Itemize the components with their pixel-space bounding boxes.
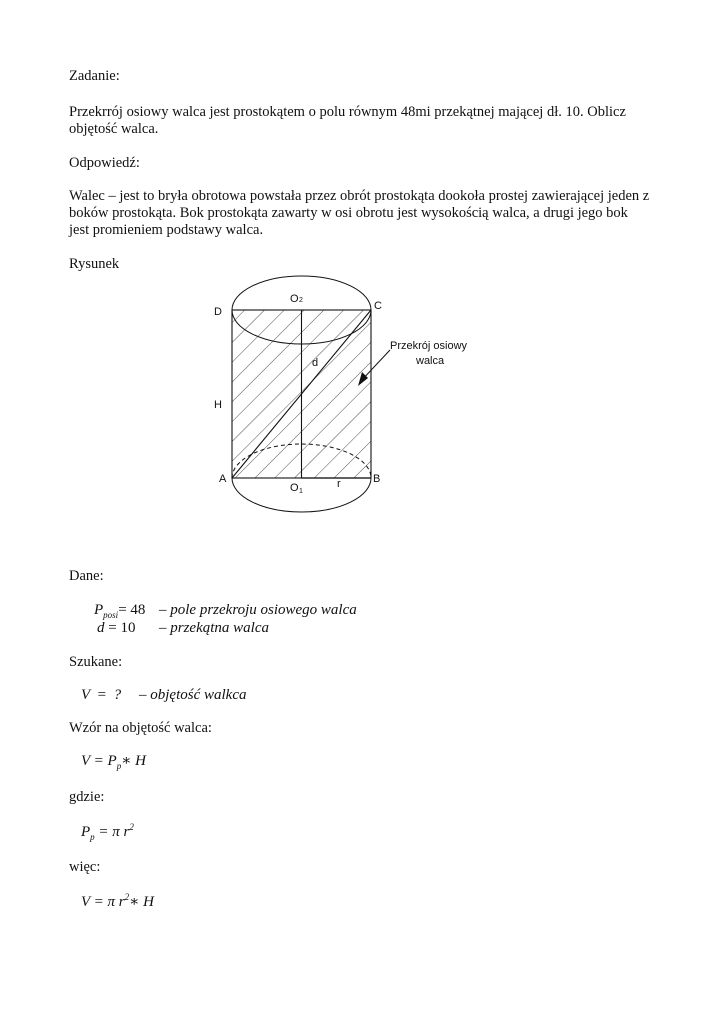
figure-heading: Rysunek	[69, 256, 120, 272]
bottom-ellipse-front	[232, 478, 371, 512]
given-area-description: – pole przekroju osiowego walca	[159, 602, 357, 618]
label-O1-sub: 1	[299, 488, 303, 495]
label-d: d	[312, 357, 319, 369]
label-O2: O	[290, 293, 299, 305]
task-text-line-1: Przekrrój osiowy walca jest prostokątem o polu równym 48mi przekątnej mającej dł. 10. Oblicz	[69, 104, 626, 120]
volume-formula: $V = P_p∗$ H	[81, 753, 146, 771]
base-area-formula: $P_p = \pi$ $r^2$	[81, 822, 134, 842]
callout-label-line-1: Przekrój osiowy	[390, 340, 468, 352]
label-B: B	[373, 473, 381, 485]
task-text-line-2: objętość walca.	[69, 121, 159, 137]
given-formula-diagonal: d = 10	[97, 620, 136, 636]
given-heading: Dane:	[69, 568, 104, 584]
answer-heading: Odpowiedź:	[69, 155, 140, 171]
callout-label-line-2: walca	[416, 355, 445, 367]
label-D: D	[214, 306, 222, 318]
label-H: H	[214, 399, 222, 411]
sought-formula: V = ?	[81, 687, 122, 703]
given-diagonal-description: – przekątna walca	[159, 620, 269, 636]
where-label: gdzie:	[69, 789, 105, 805]
label-O2-sub: 2	[299, 297, 303, 304]
sought-heading: Szukane:	[69, 654, 123, 670]
formula-heading: Wzór na objętość walca:	[69, 720, 212, 736]
answer-text-line-3: jest promieniem podstawy walca.	[69, 222, 264, 238]
top-ellipse-back	[232, 276, 371, 310]
task-heading: Zadanie:	[69, 68, 120, 84]
answer-text-line-1: Walec – jest to bryła obrotowa powstała przez obrót prostokąta dookoła prostej zawierającej jeden z	[69, 188, 650, 204]
final-volume-formula: V = π $r^2∗$ H	[81, 892, 154, 910]
label-r: r	[337, 478, 341, 490]
given-formula-area: $P_{posi}= 48$	[94, 602, 146, 620]
therefore-label: więc:	[69, 859, 101, 875]
answer-text-line-2: boków prostokąta. Bok prostokąta zawarty w osi obrotu jest wysokością walca, a drugi jego bok	[69, 205, 628, 221]
sought-description: – objętość walkca	[139, 687, 247, 703]
label-A: A	[219, 473, 227, 485]
label-O1: O	[290, 482, 299, 494]
label-C: C	[374, 300, 382, 312]
